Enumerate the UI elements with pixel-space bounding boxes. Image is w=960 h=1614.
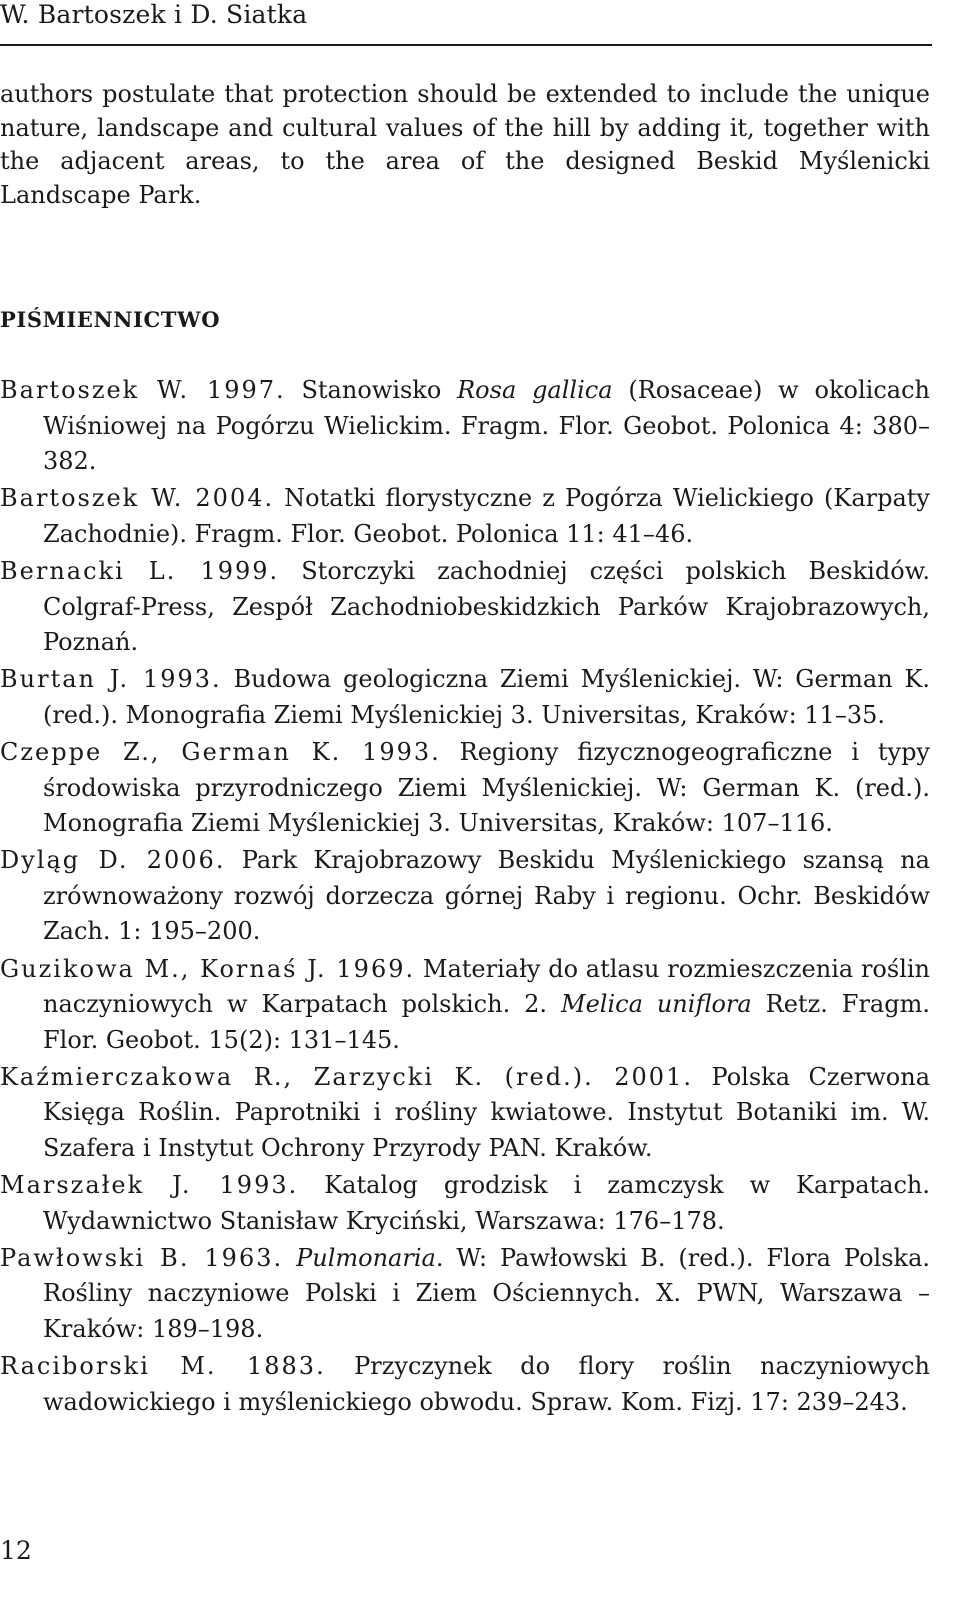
reference-text-after: (Rosaceae) w okolicach Wiśniowej na Pogórzu Wielickim. Fragm. Flor. Geobot. Polonica 4: 380–382. xyxy=(43,376,930,476)
reference-text-after: . W: Pawłowski B. (red.). Flora Polska. Rośliny naczyniowe Polski i Ziem Ościennych. X. PWN, Warszawa – Kraków: 189–198. xyxy=(43,1243,931,1343)
reference-text: Przyczynek do flory roślin naczyniowych wadowickiego i myślenickiego obwodu. Spraw. Kom. Fizj. 17: 239–243. xyxy=(43,1352,930,1416)
reference-authors: Pawłowski B. 1963. xyxy=(0,1243,284,1272)
reference-item xyxy=(0,1060,930,1167)
reference-text: Polska Czerwona Księga Roślin. Paprotniki i rośliny kwiatowe. Instytut Botaniki im. W. Szafera i Instytut Ochrony Przyrody PAN. Kraków. xyxy=(43,1062,930,1162)
reference-text: Stanowisko xyxy=(285,376,458,404)
reference-authors: Raciborski M. 1883. xyxy=(0,1352,326,1381)
intro-paragraph: authors postulate that protection should be extended to include the unique nature, landscape and cultural values of the hill by adding it, together with the adjacent areas, to the area of the designed Beskid Myślenicki Landscape Park. xyxy=(0,80,930,209)
reference-item xyxy=(0,1241,930,1348)
reference-italic: Melica uniflora xyxy=(561,990,752,1019)
reference-item xyxy=(0,1168,930,1239)
section-heading: PIŚMIENNICTWO xyxy=(0,307,221,332)
reference-text: Regiony fizycznogeograficzne i typy środowiska przyrodniczego Ziemi Myślenickiej. W: German K. (red.). Monografia Ziemi Myślenickiej 3. Universitas, Kraków: 107–116. xyxy=(43,737,930,838)
reference-authors: Bartoszek W. 2004. xyxy=(0,484,275,513)
reference-item xyxy=(0,481,930,552)
reference-item xyxy=(0,1349,930,1420)
reference-text: Notatki florystyczne z Pogórza Wielickiego (Karpaty Zachodnie). Fragm. Flor. Geobot. Polonica 11: 41–46. xyxy=(43,484,930,548)
reference-text xyxy=(283,1244,296,1272)
reference-item xyxy=(0,662,930,733)
reference-authors: Bernacki L. 1999. xyxy=(0,556,280,585)
header-rule xyxy=(0,44,932,46)
reference-text: Materiały do atlasu rozmieszczenia roślin naczyniowych w Karpatach polskich. 2. xyxy=(43,954,930,1019)
reference-item xyxy=(0,735,930,842)
page-number: 12 xyxy=(0,1536,32,1565)
reference-text: Budowa geologiczna Ziemi Myślenickiej. W: German K. (red.). Monografia Ziemi Myślenickiej 3. Universitas, Kraków: 11–35. xyxy=(43,665,931,729)
reference-text: Katalog grodzisk i zamczysk w Karpatach. Wydawnictwo Stanisław Kryciński, Warszawa: 176–178. xyxy=(43,1171,930,1235)
running-header: W. Bartoszek i D. Siatka xyxy=(0,0,308,29)
reference-list xyxy=(0,373,930,1422)
reference-authors: Burtan J. 1993. xyxy=(0,665,222,694)
reference-italic: Rosa gallica xyxy=(457,376,613,404)
reference-text: Park Krajobrazowy Beskidu Myślenickiego szansą na zrównoważony rozwój dorzecza górnej Raby i regionu. Ochr. Beskidów Zach. 1: 195–200. xyxy=(43,846,930,946)
reference-authors: Guzikowa M., Kornaś J. 1969. xyxy=(0,954,416,983)
reference-item xyxy=(0,843,930,950)
reference-text: Storczyki zachodniej części polskich Beskidów. Colgraf-Press, Zespół Zachodniobeskidzkich Parków Krajobrazowych, Poznań. xyxy=(43,556,930,657)
reference-text-after: Retz. Fragm. Flor. Geobot. 15(2): 131–145. xyxy=(43,990,930,1054)
reference-item xyxy=(0,952,930,1059)
reference-authors: Kaźmierczakowa R., Zarzycki K. (red.). 2001. xyxy=(0,1062,693,1091)
reference-authors: Dyląg D. 2006. xyxy=(0,846,226,875)
reference-authors: Marszałek J. 1993. xyxy=(0,1171,299,1200)
reference-authors: Czeppe Z., German K. 1993. xyxy=(0,737,441,766)
reference-item xyxy=(0,373,930,480)
reference-authors: Bartoszek W. 1997. xyxy=(0,376,286,404)
reference-item xyxy=(0,554,930,661)
reference-italic: Pulmonaria xyxy=(296,1243,436,1272)
